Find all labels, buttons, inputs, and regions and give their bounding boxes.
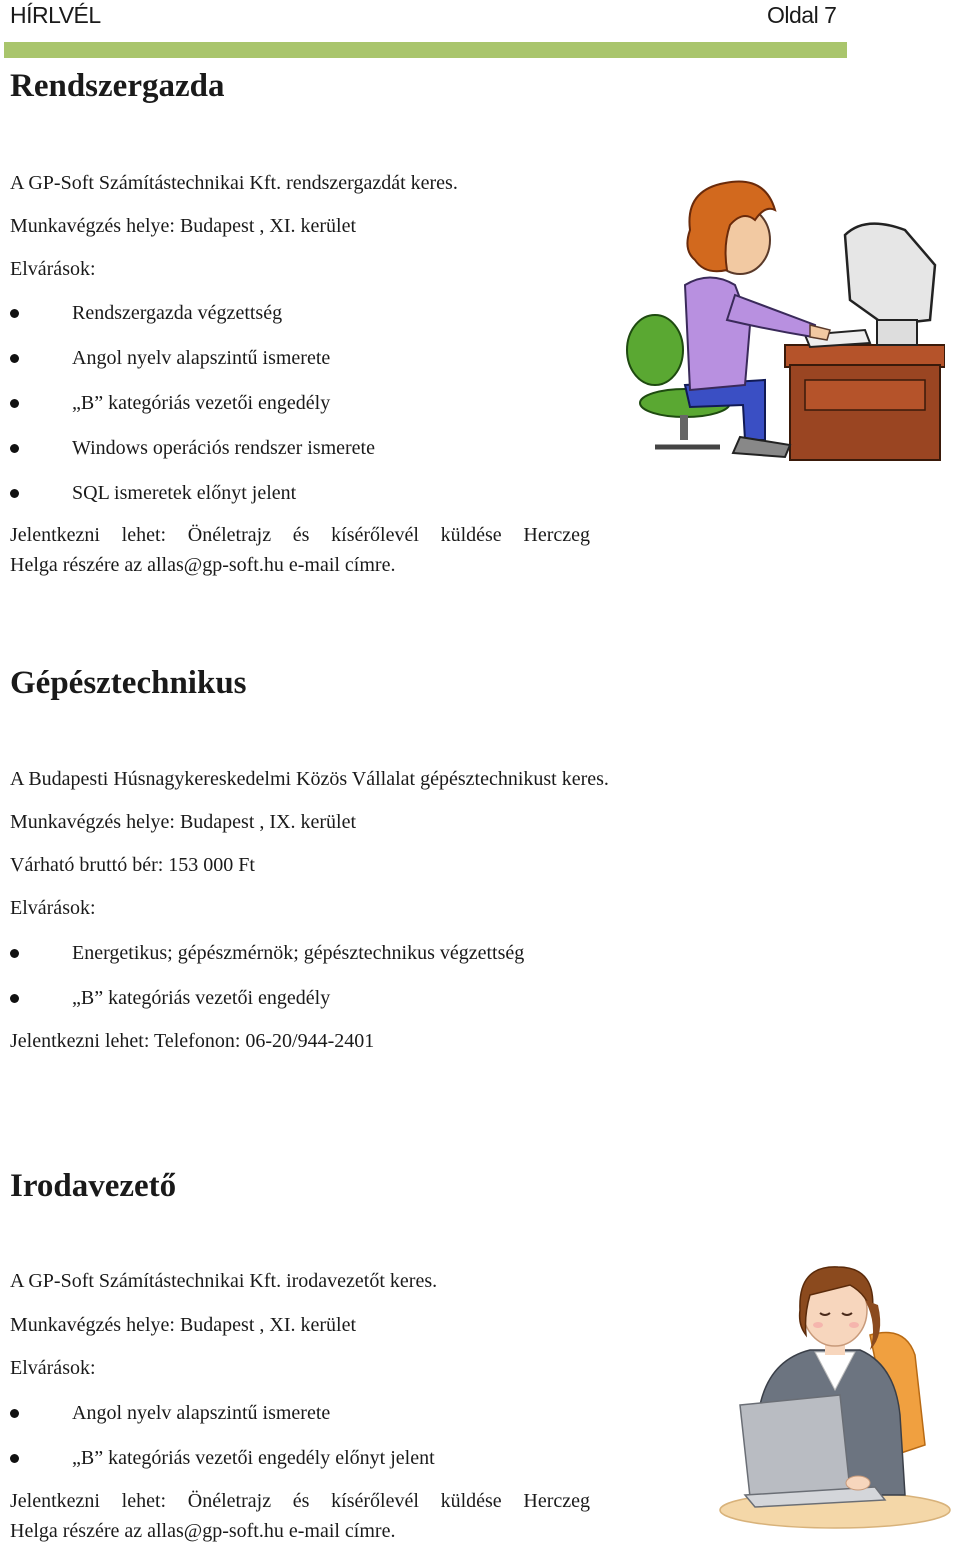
section-irodavezeto (10, 1166, 176, 1206)
job-intro: A GP-Soft Számítástechnikai Kft. irodavezetőt keres. (10, 1270, 438, 1292)
apply-paragraph: Jelentkezni lehet: Önéletrajz és kísérőlevél küldése Herczeg Helga részére az allas@gp-soft.hu e-mail címre. (10, 1490, 590, 1542)
bullet-icon (10, 1409, 19, 1418)
job-intro: A Budapesti Húsnagykereskedelmi Közös Vállalat gépésztechnikust keres. (10, 768, 609, 790)
bullet-icon (10, 354, 19, 363)
job-location: Munkavégzés helye: Budapest , XI. kerület (10, 215, 357, 237)
requirements-label: Elvárások: (10, 258, 96, 280)
job-location: Munkavégzés helye: Budapest , IX. kerület (10, 811, 357, 833)
requirements-label: Elvárások: (10, 897, 96, 919)
job-location: Munkavégzés helye: Budapest , XI. kerület (10, 1314, 357, 1336)
bullet-icon (10, 994, 19, 1003)
bullet-icon (10, 444, 19, 453)
bullet-icon (10, 489, 19, 498)
woman-with-laptop-illustration (700, 1255, 955, 1535)
newsletter-title: HÍRLVÉL (10, 2, 101, 28)
bullet-icon (10, 399, 19, 408)
apply-paragraph: Jelentkezni lehet: Önéletrajz és kísérőlevél küldése Herczeg Helga részére az allas@gp-soft.hu e-mail címre. (10, 524, 590, 576)
section-rendszergazda (10, 66, 224, 106)
section-title: Gépésztechnikus (10, 665, 247, 701)
bullet-icon (10, 949, 19, 958)
section-title: Rendszergazda (10, 68, 225, 104)
requirements-label: Elvárások: (10, 1357, 96, 1379)
section-title: Irodavezető (10, 1168, 177, 1204)
section-gepesztechnikus (10, 663, 247, 703)
bullet-icon (10, 1454, 19, 1463)
job-intro: A GP-Soft Számítástechnikai Kft. rendszergazdát keres. (10, 172, 458, 194)
header-bar (4, 42, 847, 58)
apply-line: Jelentkezni lehet: Telefonon: 06-20/944-2401 (10, 1030, 375, 1052)
person-at-computer-illustration (615, 175, 945, 465)
page-header (0, 0, 960, 60)
bullet-icon (10, 309, 19, 318)
job-salary: Várható bruttó bér: 153 000 Ft (10, 854, 255, 876)
page-number: Oldal 7 (767, 2, 837, 28)
